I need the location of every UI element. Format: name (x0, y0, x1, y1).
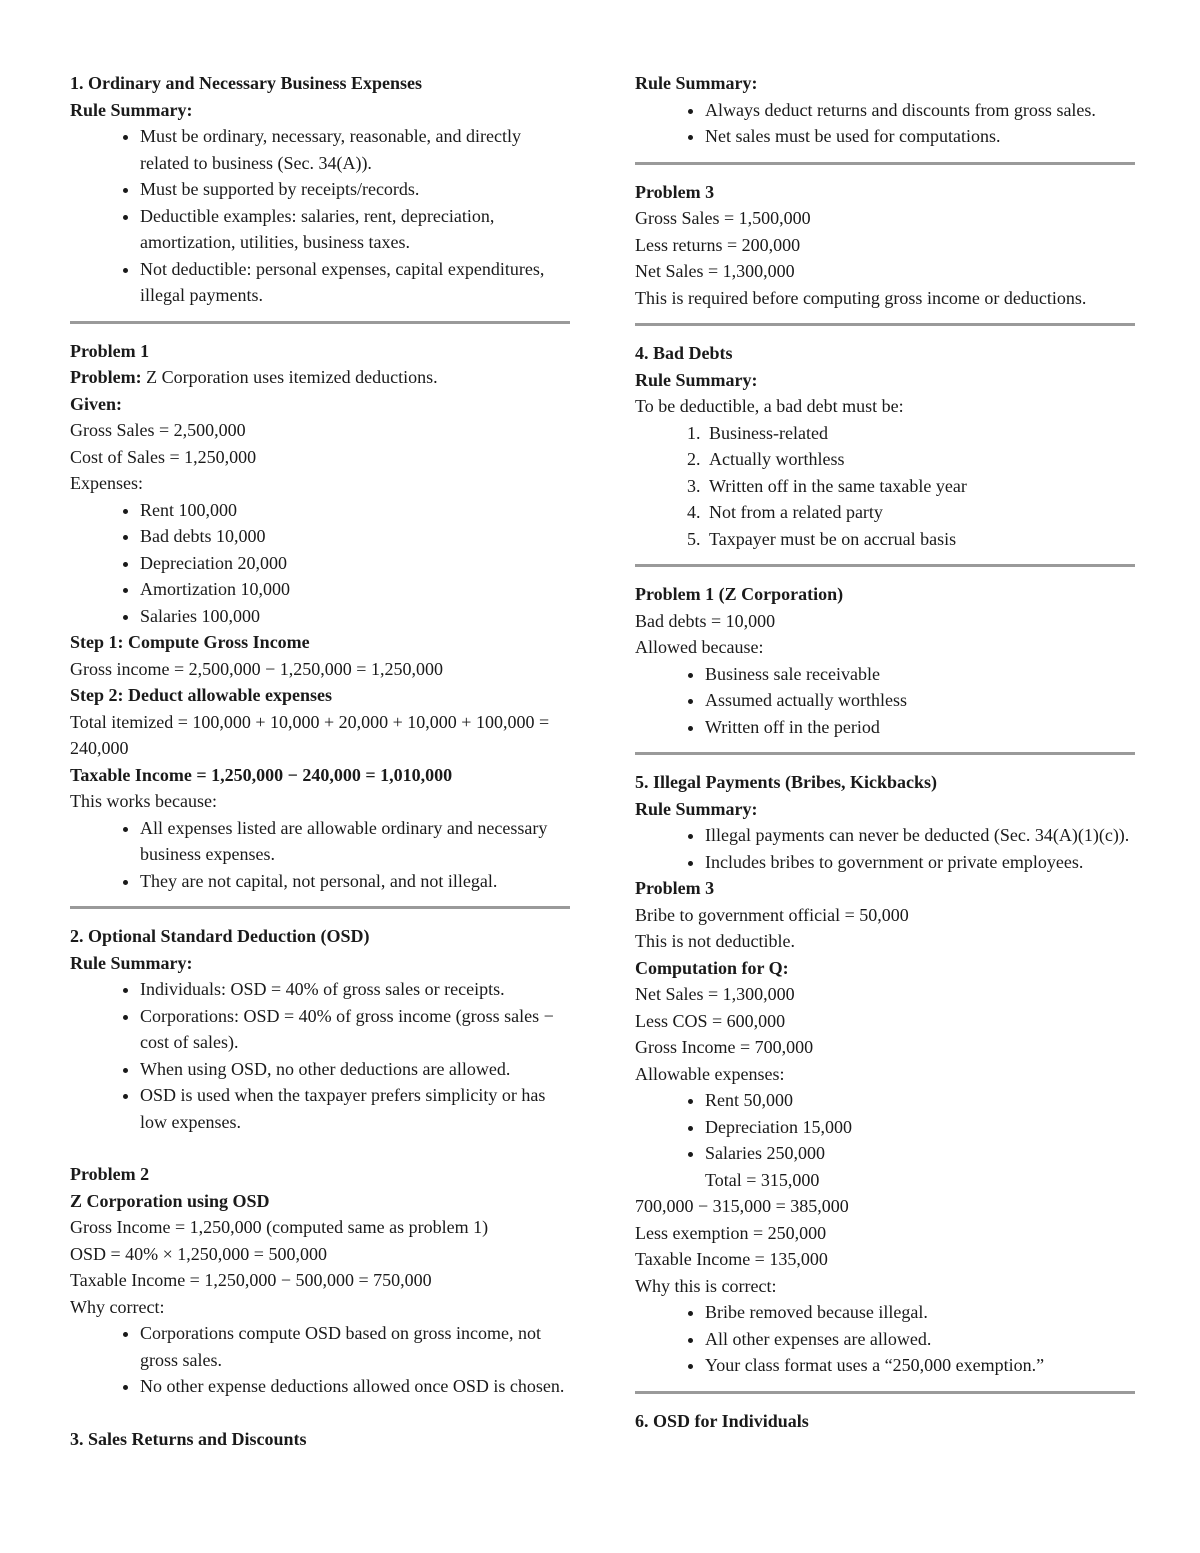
spacer (70, 1400, 570, 1426)
text-line: Net Sales = 1,300,000 (635, 261, 795, 281)
list-item: • Business sale receivable (705, 661, 1135, 688)
section-4-title: 4. Bad Debts (635, 343, 733, 363)
cost-sales-line: Cost of Sales = 1,250,000 (70, 446, 257, 467)
text-line: This is required before computing gross income or deductions. (635, 287, 1087, 308)
computation-label: Computation for Q: (635, 957, 789, 978)
text-line: Bribe to government official = 50,000 (635, 904, 909, 925)
list-item: • Net sales must be used for computations. (705, 123, 1135, 150)
divider (70, 906, 570, 909)
text-line: This is not deductible. (635, 931, 795, 951)
text-line: Allowed because: (635, 637, 764, 657)
text-line: Why this is correct: (635, 1275, 777, 1296)
list-item: 5. Taxpayer must be on accrual basis (705, 526, 1135, 553)
problem-3b-expenses (635, 1087, 1135, 1167)
list-item: 3. Written off in the same taxable year (705, 473, 1135, 500)
divider (635, 564, 1135, 567)
divider (635, 323, 1135, 326)
list-item: 2. Actually worthless (705, 446, 1135, 473)
divider (70, 321, 570, 324)
list-item: • Illegal payments can never be deducted (Sec. 34(A)(1)(c)). (705, 822, 1135, 849)
list-item: • Must be ordinary, necessary, reasonable, and directly related to business (Sec. 34(A)). (140, 123, 570, 176)
gross-sales-line: Gross Sales = 2,500,000 (70, 420, 246, 440)
list-item: • Depreciation 15,000 (705, 1114, 1135, 1141)
list-item: • Depreciation 20,000 (140, 550, 570, 577)
problem-3b-title: Problem 3 (635, 878, 715, 898)
rule-summary-label: Rule Summary: (635, 369, 758, 390)
list-item: • All other expenses are allowed. (705, 1326, 1135, 1353)
list-item: • Corporations: OSD = 40% of gross income (gross sales − cost of sales). (140, 1003, 570, 1056)
problem-2-title: Problem 2 (70, 1164, 150, 1184)
list-item: • Not deductible: personal expenses, capital expenditures, illegal payments. (140, 256, 570, 309)
list-item: • Salaries 100,000 (140, 603, 570, 630)
section-2-bullets (70, 976, 570, 1135)
problem-2-subtitle: Z Corporation using OSD (70, 1190, 270, 1211)
step-2-heading: Step 2: Deduct allowable expenses (70, 685, 332, 705)
taxable-income-line: Taxable Income = 1,250,000 − 240,000 = 1,010,000 (70, 764, 453, 785)
bad-debt-requirements (635, 420, 1135, 553)
right-column (635, 70, 1135, 1434)
section-5-title: 5. Illegal Payments (Bribes, Kickbacks) (635, 772, 937, 792)
section-3-bullets (635, 97, 1135, 150)
rule-summary-label: Rule Summary: (635, 73, 758, 93)
text-line: OSD = 40% × 1,250,000 = 500,000 (70, 1243, 327, 1264)
text-line: Bad debts = 10,000 (635, 610, 776, 631)
step-2-line: Total itemized = 100,000 + 10,000 + 20,000 + 10,000 + 100,000 = 240,000 (70, 711, 550, 758)
text-line: Gross Sales = 1,500,000 (635, 208, 811, 228)
text-line: Taxable Income = 135,000 (635, 1249, 828, 1269)
problem-3-title: Problem 3 (635, 181, 715, 202)
list-item: • Rent 100,000 (140, 497, 570, 524)
text-line: Gross Income = 1,250,000 (computed same as problem 1) (70, 1217, 489, 1237)
list-item: • Must be supported by receipts/records. (140, 176, 570, 203)
text-line: Gross Income = 700,000 (635, 1037, 814, 1057)
divider (635, 162, 1135, 165)
text-line: Less exemption = 250,000 (635, 1222, 827, 1243)
list-item: 1. Business-related (705, 420, 1135, 447)
section-1-title: 1. Ordinary and Necessary Business Expenses (70, 73, 423, 93)
problem-3b-reasons (635, 1299, 1135, 1379)
rule-summary-label: Rule Summary: (70, 99, 193, 120)
divider (635, 1391, 1135, 1394)
list-item: • Salaries 250,000 (705, 1140, 1135, 1167)
rule-summary-label: Rule Summary: (635, 798, 758, 819)
section-1-bullets (70, 123, 570, 309)
problem-2-reasons (70, 1320, 570, 1400)
list-item: • Deductible examples: salaries, rent, depreciation, amortization, utilities, business taxes. (140, 203, 570, 256)
works-because-label: This works because: (70, 791, 217, 811)
list-item: 4. Not from a related party (705, 499, 1135, 526)
text-line: Less returns = 200,000 (635, 234, 801, 255)
problem-1-statement (70, 364, 570, 391)
list-item: • Written off in the period (705, 714, 1135, 741)
problem-label: Problem: (70, 367, 142, 387)
list-item: • Amortization 10,000 (140, 576, 570, 603)
left-column (70, 70, 570, 1452)
problem-1-reasons (70, 815, 570, 895)
list-item: • They are not capital, not personal, and not illegal. (140, 868, 570, 895)
problem-1-expenses (70, 497, 570, 630)
list-item: • Includes bribes to government or private employees. (705, 849, 1135, 876)
section-3-title: 3. Sales Returns and Discounts (70, 1428, 307, 1449)
section-6-title: 6. OSD for Individuals (635, 1410, 809, 1431)
text-line: Why correct: (70, 1296, 165, 1317)
text-line: Allowable expenses: (635, 1063, 785, 1084)
list-item: • Always deduct returns and discounts from gross sales. (705, 97, 1135, 124)
text-line: Net Sales = 1,300,000 (635, 984, 795, 1004)
list-item: • Bribe removed because illegal. (705, 1299, 1135, 1326)
list-item: • Individuals: OSD = 40% of gross sales or receipts. (140, 976, 570, 1003)
step-1-line: Gross income = 2,500,000 − 1,250,000 = 1,250,000 (70, 658, 443, 679)
bad-debt-intro: To be deductible, a bad debt must be: (635, 396, 904, 416)
list-item: • Assumed actually worthless (705, 687, 1135, 714)
total-line: Total = 315,000 (705, 1169, 820, 1190)
problem-1z-title: Problem 1 (Z Corporation) (635, 584, 844, 604)
list-item: • Rent 50,000 (705, 1087, 1135, 1114)
problem-1-title: Problem 1 (70, 340, 150, 361)
expenses-label: Expenses: (70, 473, 143, 493)
spacer (70, 1135, 570, 1161)
list-item: • When using OSD, no other deductions are allowed. (140, 1056, 570, 1083)
list-item: • No other expense deductions allowed once OSD is chosen. (140, 1373, 570, 1400)
section-5-bullets (635, 822, 1135, 875)
section-2-title: 2. Optional Standard Deduction (OSD) (70, 926, 370, 946)
text-line: 700,000 − 315,000 = 385,000 (635, 1196, 849, 1216)
problem-text: Z Corporation uses itemized deductions. (141, 367, 438, 387)
problem-1z-reasons (635, 661, 1135, 741)
rule-summary-label: Rule Summary: (70, 952, 193, 973)
text-line: Taxable Income = 1,250,000 − 500,000 = 750,000 (70, 1270, 432, 1290)
list-item: • All expenses listed are allowable ordinary and necessary business expenses. (140, 815, 570, 868)
list-item: • Your class format uses a “250,000 exemption.” (705, 1352, 1135, 1379)
given-label: Given: (70, 393, 122, 414)
list-item: • OSD is used when the taxpayer prefers simplicity or has low expenses. (140, 1082, 570, 1135)
step-1-heading: Step 1: Compute Gross Income (70, 632, 310, 652)
list-item: • Corporations compute OSD based on gross income, not gross sales. (140, 1320, 570, 1373)
list-item: • Bad debts 10,000 (140, 523, 570, 550)
divider (635, 752, 1135, 755)
text-line: Less COS = 600,000 (635, 1010, 786, 1031)
